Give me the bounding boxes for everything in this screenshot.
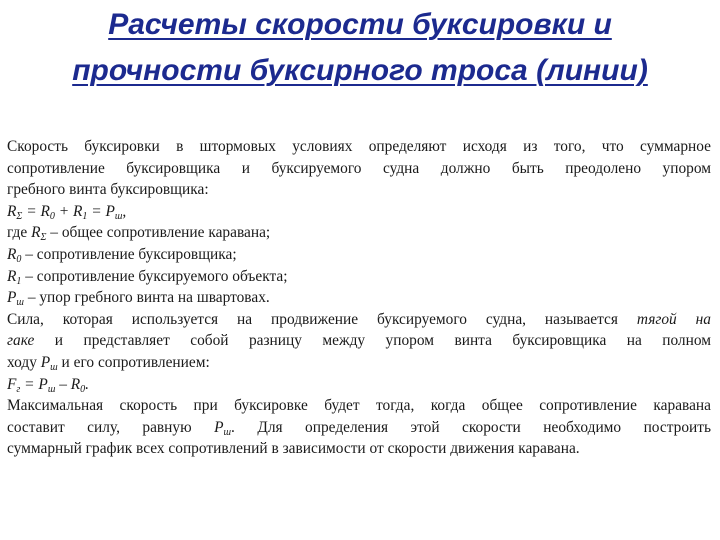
title-line-1: Расчеты скорости буксировки и (108, 8, 612, 41)
para3-line-2: составит силу, равную $P_ш$. Для определения этой скорости необходимо построить (7, 418, 711, 438)
para1-line-1: Скорость буксировки в штормовых условиях определяют исходя из того, что суммарное (7, 138, 711, 155)
para1-line-2: сопротивление буксировщика и буксируемого судна должно быть преодолено упором (7, 159, 711, 177)
title-line-2: прочности буксирного троса (линии) (72, 54, 648, 87)
para2-line-3: ходу $P_ш$ и его сопротивлением: (7, 353, 210, 373)
para1-line-3: гребного винта буксировщика: (7, 181, 209, 199)
para3-line-3: суммарный график всех сопротивлений в зависимости от скорости движения каравана. (7, 440, 580, 458)
slide-body (7, 136, 711, 460)
def-tug-resistance: $R_0$ – сопротивление буксировщика; (7, 245, 237, 265)
def-total-resistance: где $R_\Sigma$ – общее сопротивление каравана; (7, 224, 271, 244)
para2-line-2: гаке и представляет собой разницу между упором винта буксировщика на полном (7, 332, 711, 350)
para2-line-1: Сила, которая используется на продвижение буксируемого судна, называется тягой на (7, 310, 711, 328)
formula-hook-pull: $F_г = P_ш - R_0$. (7, 375, 90, 395)
def-towed-resistance: $R_1$ – сопротивление буксируемого объекта; (7, 267, 288, 287)
slide-title (10, 2, 710, 94)
def-propeller-thrust: $P_ш$ – упор гребного винта на швартовах. (7, 289, 270, 309)
para3-line-1: Максимальная скорость при буксировке будет тогда, когда общее сопротивление каравана (7, 397, 711, 415)
formula-total-resistance: $R_\Sigma = R_0 + R_1 = P_ш$, (7, 202, 127, 222)
